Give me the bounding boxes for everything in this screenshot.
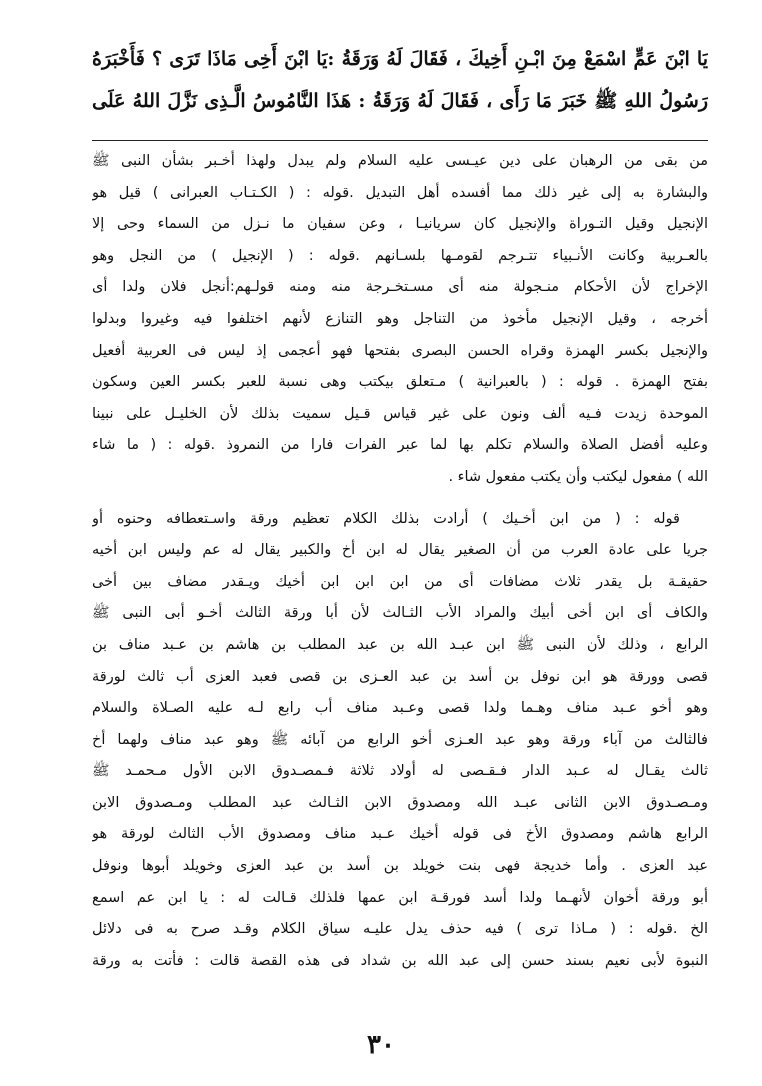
commentary-line: حقيقـة بل يقدر ثلاث مضافات أى من ابن ابن ابن أخيك ويـقدر مضاف بين أخى	[92, 573, 708, 590]
commentary-line: والإنجيل بكسر الهمزة وقراه الحسن البصرى بفتحها فهو أعجمى إذ ليس فى العربية أفعيل	[92, 342, 708, 359]
commentary-line: والكاف أى ابن أخى أبيك والمراد الأب الثـالث لأن أبا ورقة الثالث أخـو أبى النبى ﷺ	[92, 605, 708, 622]
page-number: ٣٠	[367, 1030, 395, 1060]
commentary-line: الله ) مفعول ليكتب وأن يكتب مفعول شاء .	[448, 468, 708, 485]
hadith-line: رَسُولُ اللهِ ﷺ خَبَرَ مَا رَأَى ، فَقَالَ لَهُ وَرَقَةُ : هَذَا النَّامُوسُ الَّـذِى نَزَّلَ اللهُ عَلَى	[92, 90, 708, 112]
commentary-line: جريا على عادة العرب من أن الصغير يقال له ابن أخ والكبير يقال له عم وليس ابن أخيه	[92, 542, 708, 559]
commentary-line: وعليه أفضل الصلاة والسلام تكلم بها لما عبر الفرات فارا من النمروذ .قوله : ( ما شاء	[92, 437, 708, 454]
commentary-text	[92, 146, 708, 977]
commentary-line: والبشارة به إلى غير ذلك مما أفسده أهل التبديل .قوله : ( الكـتـاب العبرانى ) قيل هو	[92, 184, 708, 201]
hadith-line: يَا ابْنَ عَمٍّ اسْمَعْ مِنَ ابْـنِ أَخِيكَ ، فَقَالَ لَهُ وَرَقَةُ :يَا ابْنَ أَخِى مَاذَا تَرَى ؟ فَأَخْبَرَهُ	[92, 48, 708, 70]
commentary-line: النبوة لأبى نعيم بسند حسن إلى عبد الله بن شداد فى هذه القصة قالت : فأتت به ورقة	[92, 952, 708, 969]
commentary-line: الإنجيل وقيل التـوراة والإنجيل كان سريانيـا ، وعن سفيان ما نـزل من السماء وحى إلا	[92, 216, 708, 233]
commentary-line: الرابع هاشم ومصدوق الأخ فى قوله أخيك عـبد مناف ومصدوق الأب الثالث لورقة هو	[92, 826, 708, 843]
commentary-line: الخ .قوله : ( مـاذا ترى ) فيه حذف يدل عليـه سياق الكلام وقـد صرح به فى دلائل	[92, 921, 708, 938]
commentary-line: قصى وورقة هو ابن نوفل بن أسد بن عبد العـزى بن قصى فعبد العزى أب ثالث لورقة	[92, 668, 708, 685]
commentary-line: ومـصـدوق الابن الثانى عبـد الله ومصدوق الابن الثـالث عبد المطلب ومـصدوق الابن	[92, 794, 708, 811]
commentary-line: عبد العزى . وأما خديجة فهى بنت خويلد بن أسد بن عبد العزى وخويلد أبوها ونوفل	[92, 858, 708, 875]
commentary-line: ثالث يقـال له عـبد الدار فـقـصى له أولاد ثلاثة فـمصـدوق الابن الأول مـحمـد ﷺ	[92, 763, 708, 780]
divider-rule	[92, 140, 708, 141]
commentary-line: الإخراج لأن الأحكام منـجولة منه أى مسـتخـرجة منه ومنه قولـهم:أنجل فلان ولدا أى	[92, 279, 708, 296]
commentary-line: قوله : ( من ابن أخـيك ) أرادت بذلك الكلام تعظيم ورقة واسـتعطافه وحنوه أو	[92, 510, 680, 527]
commentary-line: فالثالث من آباء ورقة وهو عبد العـزى أخو الرابع من آبائه ﷺ وهو عبد مناف ولهما أخ	[92, 731, 708, 748]
commentary-line: أخرجه ، وقيل الإنجيل مأخوذ من التناجل وهو التنازع لأنهم اختلفوا فيه وغيروا وبدلوا	[92, 310, 708, 327]
commentary-line: أبو ورقة أخوان لأنهـما ولدا أسد فورقـة ابن عمها فلذلك قـالت له : يا ابن عم اسمع	[92, 889, 708, 906]
hadith-text	[92, 38, 708, 122]
commentary-paragraph	[92, 504, 708, 978]
commentary-line: من بقى من الرهبان على دين عيـسى عليه السلام ولم يبدل ولهذا أخـبر بشأن النبى ﷺ	[92, 153, 708, 169]
commentary-line: بفتح الهمزة . قوله : ( بالعبرانية ) مـتعلق بيكتب وهى نسبة للعبر بكسر العين وسكون	[92, 374, 708, 391]
commentary-line: وهو أخو عـبد مناف وهـما ولدا قصى وعـبد مناف أب رابع لـه عليه الصـلاة والسلام	[92, 700, 708, 717]
commentary-line: بالعـربية وكانت الأنـبياء تتـرجم لقومـها بلسـانهم .قوله : ( الإنجيل ) من النجل وهو	[92, 247, 708, 264]
commentary-paragraph	[92, 146, 708, 494]
commentary-line: الرابع ، وذلك لأن النبى ﷺ ابن عبـد الله بن عبد المطلب بن هاشم بن عـبد مناف بن	[92, 636, 708, 653]
commentary-line: الموحدة زيدت فـيه ألف ونون على غير قياس قـيل سميت بذلك لأن الخليـل على نبينا	[92, 405, 708, 422]
